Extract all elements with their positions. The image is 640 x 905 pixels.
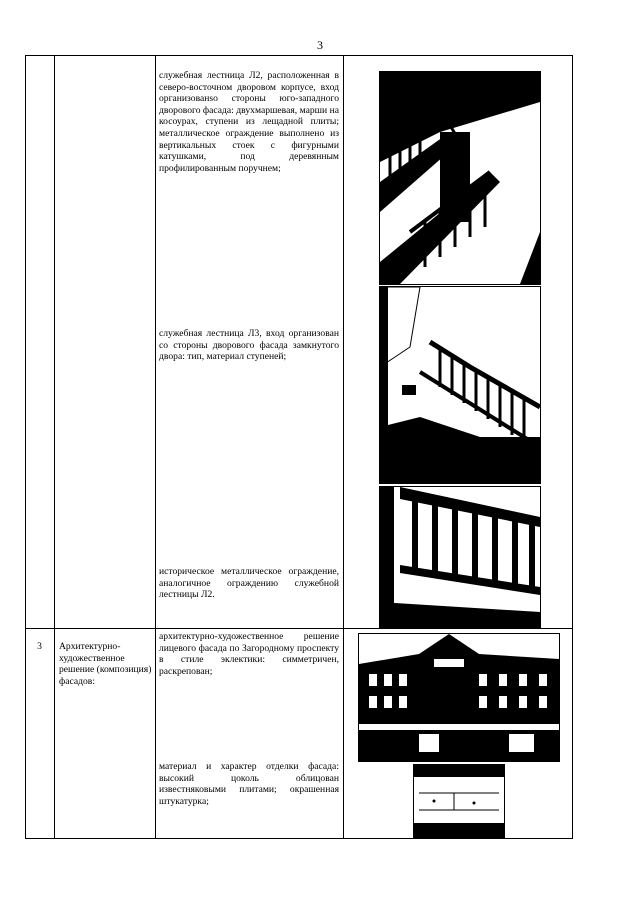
description-block: архитектурно-художественное решение лицевого фасада по Загородному проспекту в стиле эклектики: симметричен, раскрепован;: [159, 631, 339, 677]
stair-photo-l2: [379, 71, 541, 285]
row-divider: [25, 628, 573, 629]
column-divider: [343, 55, 344, 839]
protected-element-name: Архитектурно-художественное решение (композиция) фасадов:: [59, 641, 152, 687]
stair-photo-l3: [379, 286, 541, 484]
description-block: служебная лестница Л2, расположенная в северо-восточном дворовом корпусе, вход организованso стороны юго-западного дворового фасада: двухмаршевая, марши на косоурах, ступени из лещадной плиты; металлическое ограждение выполнено из вертикальных стоек с фигурными катушками, под деревянным профилированным поручнем;: [159, 70, 339, 174]
row-number: 3: [37, 641, 42, 652]
railing-photo: [379, 486, 541, 628]
plinth-photo: [413, 764, 505, 838]
description-block: материал и характер отделки фасада: высокий цоколь облицован известняковыми плитами; окрашенная штукатурка;: [159, 761, 339, 807]
table-border-top: [25, 55, 573, 56]
column-divider: [155, 55, 156, 839]
description-block: служебная лестница Л3, вход организован со стороны дворового фасада замкнутого двора: тип, материал ступеней;: [159, 328, 339, 363]
page-number: 3: [317, 38, 323, 52]
facade-photo: [358, 633, 560, 762]
table-border-bottom: [25, 838, 573, 839]
protection-table: [25, 55, 573, 839]
table-border-right: [572, 55, 573, 839]
description-block: историческое металлическое ограждение, аналогичное ограждению служебной лестницы Л2.: [159, 566, 339, 601]
table-border-left: [25, 55, 26, 839]
column-divider: [54, 55, 55, 839]
